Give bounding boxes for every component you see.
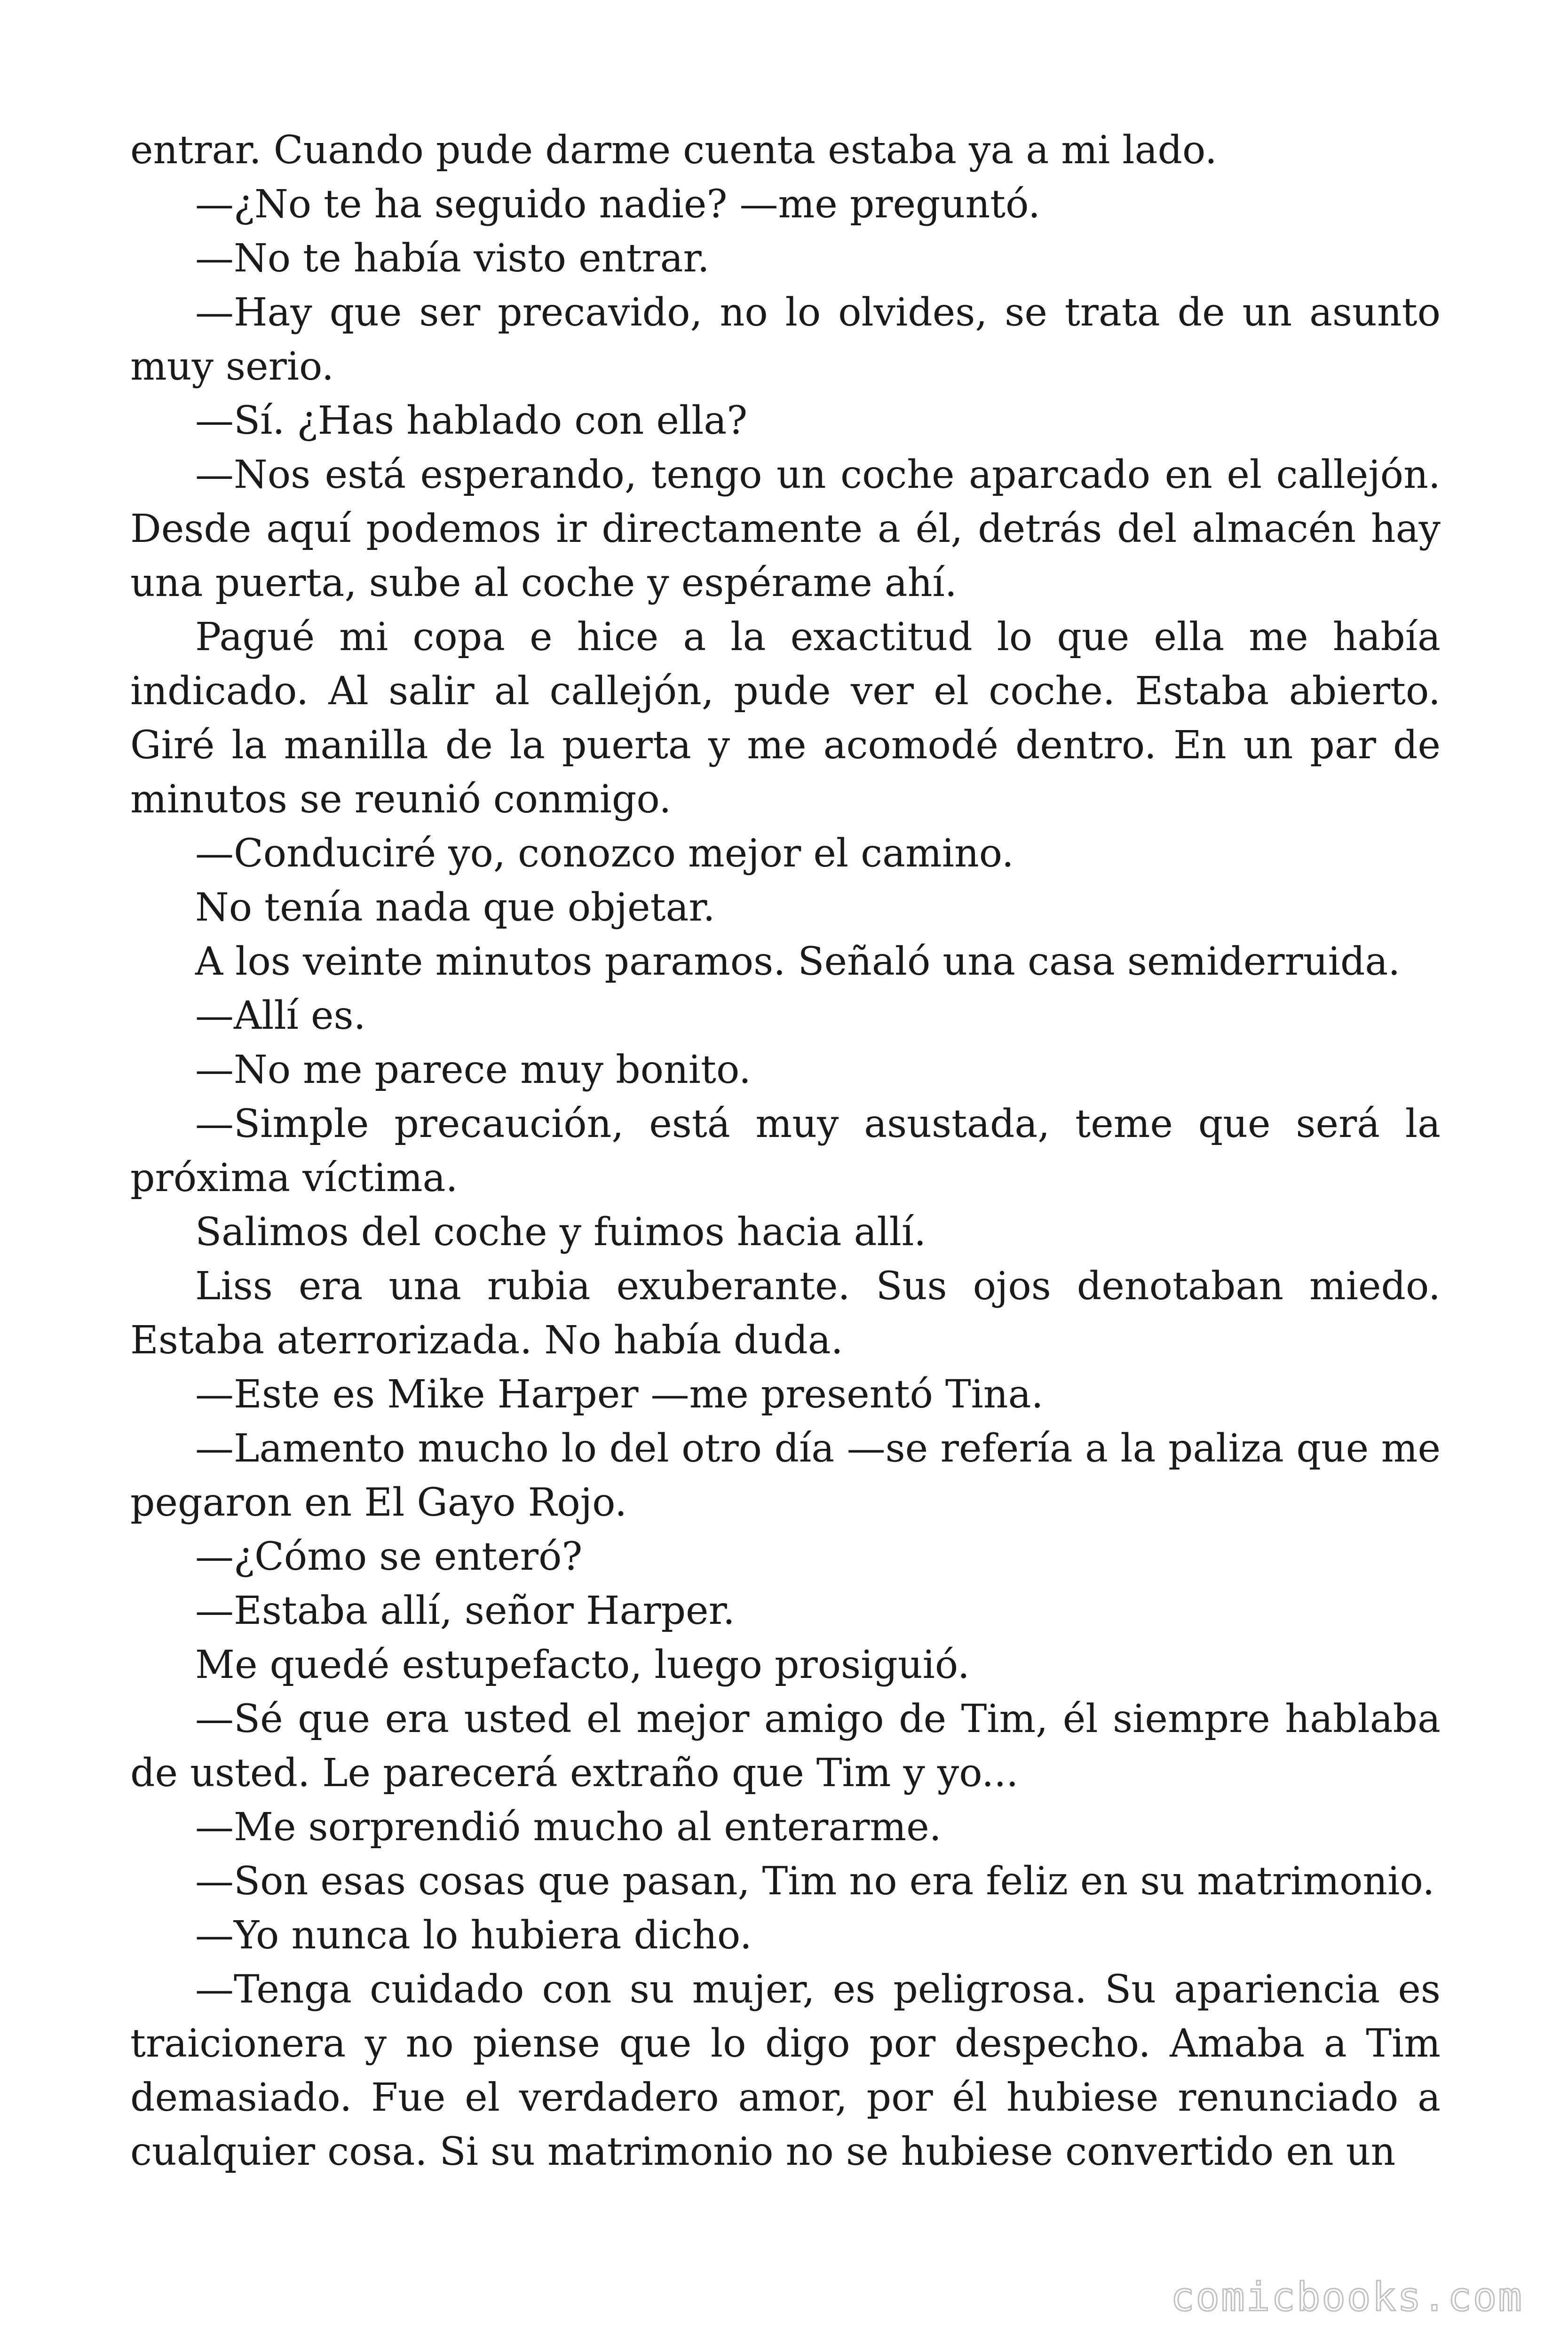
paragraph: —Son esas cosas que pasan, Tim no era feliz en su matrimonio. <box>195 1859 1435 1904</box>
paragraph: —Estaba allí, señor Harper. <box>195 1589 735 1633</box>
paragraph: —¿No te ha seguido nadie? —me preguntó. <box>195 182 1041 227</box>
watermark: comicbooks.com <box>1170 2274 1523 2320</box>
paragraph: —Este es Mike Harper —me presentó Tina. <box>195 1372 1044 1417</box>
paragraph: —Sé que era usted el mejor amigo de Tim, él siempre hablaba de usted. Le parecerá extraño que Tim y yo... <box>130 1697 1441 1796</box>
paragraph: Pagué mi copa e hice a la exactitud lo que ella me había indicado. Al salir al callejón, pude ver el coche. Estaba abierto. Giré la manilla de la puerta y me acomodé dentro. En un par de minutos se reunió conmigo. <box>130 615 1441 822</box>
paragraph: entrar. Cuando pude darme cuenta estaba ya a mi lado. <box>130 128 1217 173</box>
paragraph: —Tenga cuidado con su mujer, es peligrosa. Su apariencia es traicionera y no piense que lo digo por despecho. Amaba a Tim demasiado. Fue el verdadero amor, por él hubiese renunciado a cualquier cosa. Si su matrimonio no se hubiese convertido en un <box>130 1967 1441 2174</box>
paragraph: —Sí. ¿Has hablado con ella? <box>195 398 748 443</box>
paragraph: —Lamento mucho lo del otro día —se refería a la paliza que me pegaron en El Gayo Rojo. <box>130 1426 1441 1525</box>
paragraph: —Simple precaución, está muy asustada, teme que será la próxima víctima. <box>130 1102 1441 1200</box>
paragraph: —Conduciré yo, conozco mejor el camino. <box>195 831 1014 876</box>
paragraph: —No te había visto entrar. <box>195 236 710 281</box>
paragraph: Salimos del coche y fuimos hacia allí. <box>195 1210 927 1255</box>
paragraph: —Me sorprendió mucho al enterarme. <box>195 1805 942 1850</box>
paragraph: No tenía nada que objetar. <box>195 885 715 930</box>
paragraph: —Allí es. <box>195 993 366 1038</box>
paragraph: Me quedé estupefacto, luego prosiguió. <box>195 1643 970 1687</box>
paragraph: Liss era una rubia exuberante. Sus ojos denotaban miedo. Estaba aterrorizada. No había duda. <box>130 1264 1441 1363</box>
paragraph: —¿Cómo se enteró? <box>195 1534 583 1579</box>
paragraph: —Hay que ser precavido, no lo olvides, se trata de un asunto muy serio. <box>130 290 1441 389</box>
paragraph: A los veinte minutos paramos. Señaló una casa semiderruida. <box>195 939 1401 984</box>
paragraph: —Yo nunca lo hubiera dicho. <box>195 1913 752 1958</box>
paragraph: —Nos está esperando, tengo un coche aparcado en el callejón. Desde aquí podemos ir directamente a él, detrás del almacén hay una puerta, sube al coche y espérame ahí. <box>130 453 1441 605</box>
paragraph: —No me parece muy bonito. <box>195 1048 751 1092</box>
body-text <box>130 123 1441 2179</box>
